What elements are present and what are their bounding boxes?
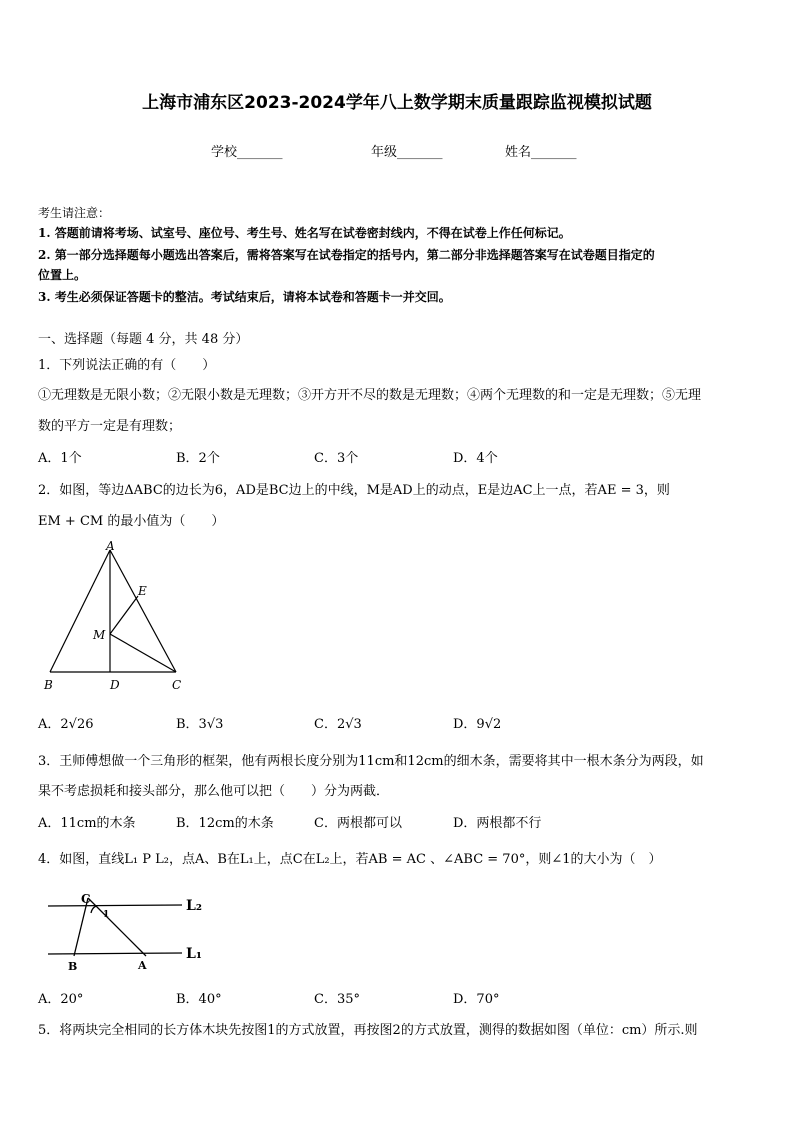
q3-option-a: A．11cm的木条: [38, 816, 136, 831]
q3-option-d: D．两根都不行: [453, 816, 542, 831]
label-l2: L₂: [186, 898, 202, 914]
q1-stem: 1．下列说法正确的有（ ）: [38, 358, 216, 373]
q4-parallel-lines-figure: [40, 886, 220, 976]
segment-ca: [88, 898, 146, 956]
line-l1: [48, 953, 182, 954]
q2-stem: 2．如图，等边ΔABC的边长为6，AD是BC边上的中线，M是AD上的动点，E是边AC上一点，若AE = 3，则: [38, 483, 670, 498]
q1-option-d: D．4个: [453, 451, 498, 466]
label-b: B: [44, 678, 53, 692]
q2-option-c: C．2√3: [314, 717, 362, 732]
q5-stem: 5．将两块完全相同的长方体木块先按图1的方式放置，再按图2的方式放置，测得的数据如图（单位：cm）所示.则: [38, 1023, 698, 1038]
label-b: B: [68, 960, 78, 973]
notice-heading: 考生请注意：: [38, 206, 111, 220]
side-ac: [110, 550, 176, 672]
angle-1-arc: [91, 906, 96, 913]
q1-statements: ①无理数是无限小数；②无限小数是无理数；③开方开不尽的数是无理数；④两个无理数的和一定是无理数；⑤无理: [38, 388, 702, 403]
q4-stem: 4．如图，直线L₁ P L₂，点A、B在L₁上，点C在L₂上，若AB = AC 、∠ABC = 70°，则∠1的大小为（ ）: [38, 852, 662, 867]
q4-option-a: A．20°: [38, 992, 84, 1007]
q1-option-c: C．3个: [314, 451, 359, 466]
q3-option-c: C．两根都可以: [314, 816, 402, 831]
notice-item-2-cont: 位置上。: [38, 268, 87, 282]
exam-title: 上海市浦东区2023-2024学年八上数学期末质量跟踪监视模拟试题: [142, 93, 652, 113]
q2-stem-cont: EM + CM 的最小值为（ ）: [38, 514, 225, 529]
q1-statements-cont: 数的平方一定是有理数；: [38, 419, 182, 434]
school-field: 学校_______: [211, 145, 283, 160]
q4-option-d: D．70°: [453, 992, 500, 1007]
q2-option-d: D．9√2: [453, 717, 502, 732]
notice-item-2: 2. 第一部分选择题每小题选出答案后，需将答案写在试卷指定的括号内，第二部分非选择题答案写在试卷题目指定的: [38, 248, 655, 262]
q2-option-a: A．2√26: [38, 717, 94, 732]
q4-option-c: C．35°: [314, 992, 360, 1007]
label-c: C: [172, 678, 182, 692]
q4-option-b: B．40°: [176, 992, 222, 1007]
q1-option-a: A．1个: [38, 451, 82, 466]
label-c: C: [81, 892, 91, 906]
section-heading: 一、选择题（每题 4 分，共 48 分）: [38, 332, 249, 347]
label-a: A: [138, 959, 147, 972]
name-field: 姓名_______: [505, 145, 577, 160]
label-angle-1: 1: [103, 910, 110, 920]
notice-item-1: 1. 答题前请将考场、试室号、座位号、考生号、姓名写在试卷密封线内，不得在试卷上作任何标记。: [38, 226, 571, 240]
line-l2: [48, 905, 182, 906]
q2-option-b: B．3√3: [176, 717, 224, 732]
label-m: M: [93, 628, 106, 642]
q2-triangle-figure: [40, 538, 200, 698]
label-d: D: [110, 678, 120, 692]
q3-stem-cont: 果不考虑损耗和接头部分，那么他可以把（ ）分为两截．: [38, 784, 390, 799]
notice-item-3: 3. 考生必须保证答题卡的整洁。考试结束后，请将本试卷和答题卡一并交回。: [38, 290, 451, 304]
q3-stem: 3．王师傅想做一个三角形的框架，他有两根长度分别为11cm和12cm的细木条，需要将其中一根木条分为两段，如: [38, 754, 704, 769]
segment-cb: [74, 898, 88, 956]
label-e: E: [138, 584, 147, 598]
segment-me: [110, 596, 138, 634]
q1-option-b: B．2个: [176, 451, 220, 466]
q3-option-b: B．12cm的木条: [176, 816, 274, 831]
label-a: A: [106, 539, 115, 553]
label-l1: L₁: [186, 946, 202, 962]
grade-field: 年级_______: [371, 145, 443, 160]
side-ab: [50, 550, 110, 672]
